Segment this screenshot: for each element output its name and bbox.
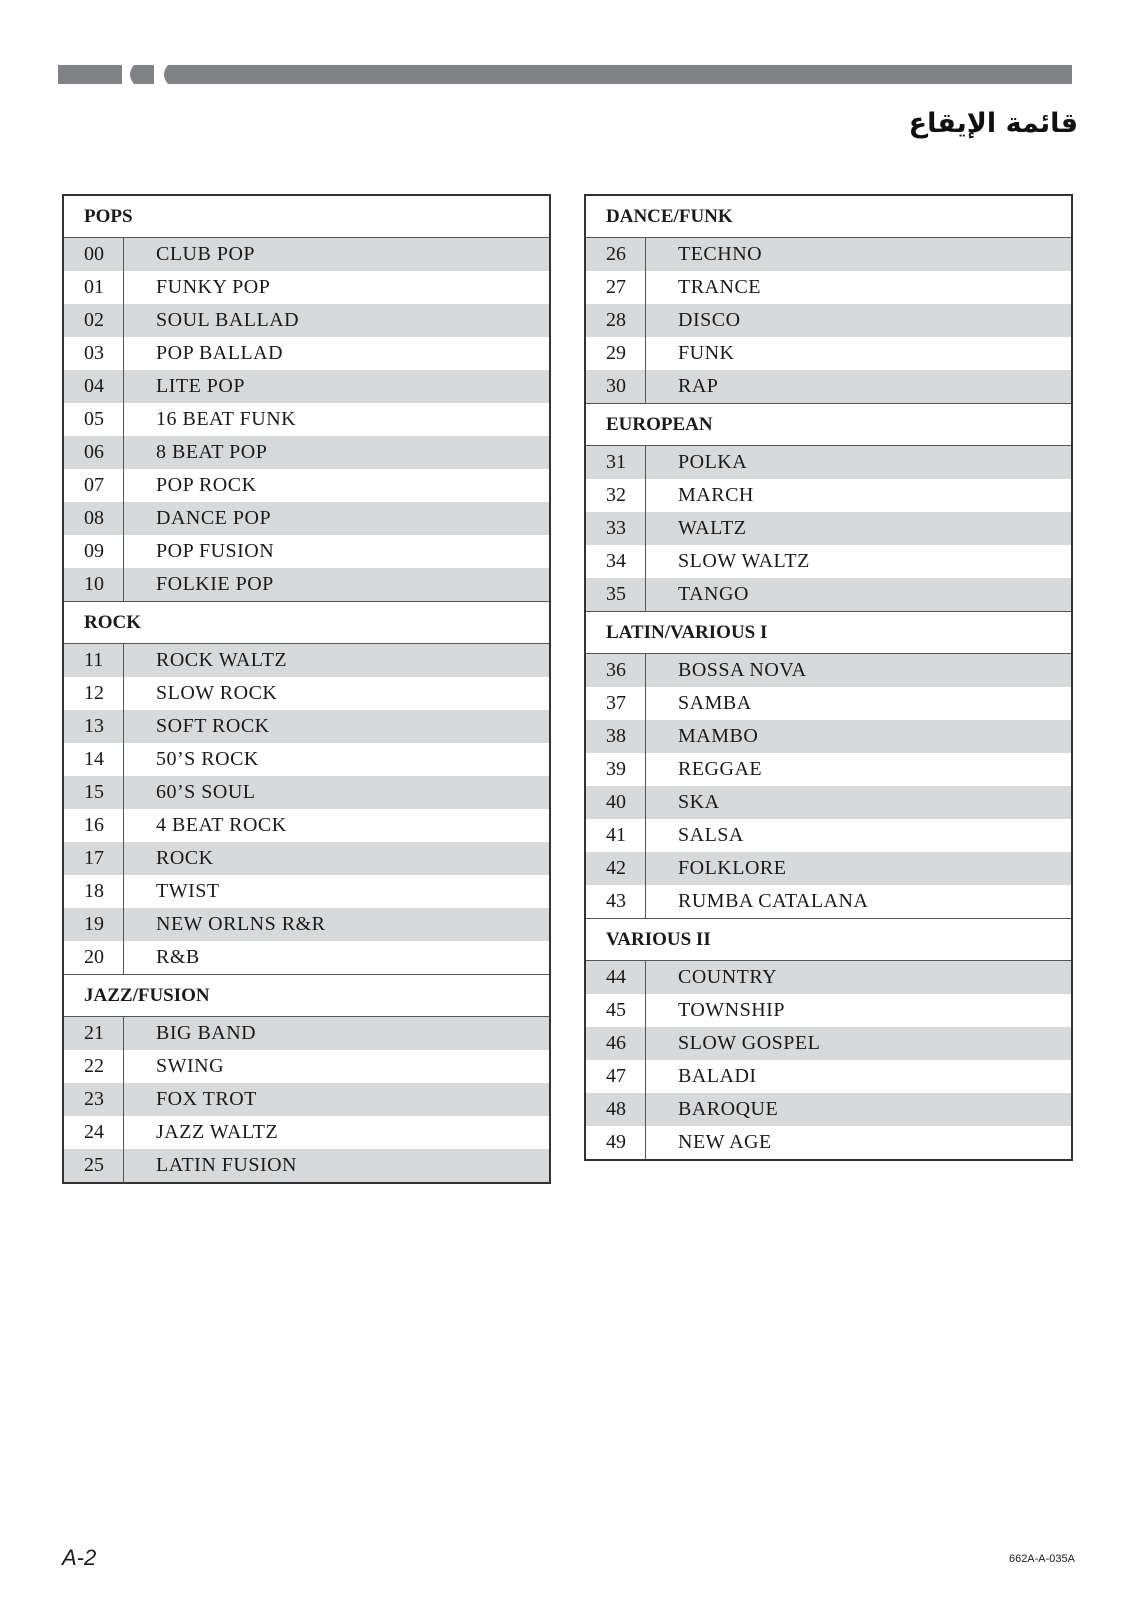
group-heading: POPS [64, 196, 549, 238]
rhythm-number: 12 [64, 677, 124, 710]
rhythm-number: 09 [64, 535, 124, 568]
table-row [586, 479, 1071, 512]
table-row [64, 1116, 549, 1149]
rhythm-name: MARCH [678, 484, 754, 506]
rhythm-name: BIG BAND [156, 1022, 257, 1044]
table-row [64, 370, 549, 403]
rhythm-number: 37 [586, 687, 646, 720]
group-heading: DANCE/FUNK [586, 196, 1071, 238]
group-heading: EUROPEAN [586, 404, 1071, 446]
rhythm-name: TANGO [678, 583, 749, 605]
rhythm-name: SAMBA [678, 692, 752, 714]
rhythm-number: 01 [64, 271, 124, 304]
rhythm-name: POP BALLAD [156, 342, 284, 364]
table-row [586, 304, 1071, 337]
table-row [64, 304, 549, 337]
rhythm-name: 4 BEAT ROCK [156, 814, 287, 836]
table-row [64, 644, 549, 677]
rhythm-name: R&B [156, 946, 200, 968]
rhythm-name: DISCO [678, 309, 741, 331]
rhythm-table-right [584, 194, 1073, 1161]
rhythm-number: 41 [586, 819, 646, 852]
rhythm-name: SLOW ROCK [156, 682, 278, 704]
group-heading: VARIOUS II [586, 919, 1071, 961]
rhythm-name: SLOW WALTZ [678, 550, 810, 572]
rhythm-name: POP ROCK [156, 474, 257, 496]
rhythm-group [586, 611, 1071, 918]
rhythm-name: BAROQUE [678, 1098, 779, 1120]
rhythm-number: 26 [586, 238, 646, 271]
table-row [64, 469, 549, 502]
table-row [64, 875, 549, 908]
table-row [586, 512, 1071, 545]
rhythm-name: TECHNO [678, 243, 763, 265]
table-row [64, 809, 549, 842]
rhythm-number: 36 [586, 654, 646, 687]
rhythm-name: TOWNSHIP [678, 999, 785, 1021]
table-row [586, 885, 1071, 918]
table-row [586, 271, 1071, 304]
table-row [586, 1093, 1071, 1126]
rhythm-number: 44 [586, 961, 646, 994]
rhythm-name: TRANCE [678, 276, 761, 298]
table-row [64, 1083, 549, 1116]
table-row [586, 238, 1071, 271]
rhythm-name: ROCK [156, 847, 214, 869]
rhythm-name: REGGAE [678, 758, 763, 780]
rhythm-number: 19 [64, 908, 124, 941]
rhythm-name: FUNK [678, 342, 735, 364]
rhythm-number: 35 [586, 578, 646, 611]
table-row [64, 568, 549, 601]
rhythm-name: 8 BEAT POP [156, 441, 268, 463]
rhythm-name: FOX TROT [156, 1088, 257, 1110]
table-row [64, 710, 549, 743]
rhythm-name: POLKA [678, 451, 748, 473]
rhythm-number: 32 [586, 479, 646, 512]
rhythm-number: 33 [586, 512, 646, 545]
rhythm-number: 46 [586, 1027, 646, 1060]
table-row [64, 436, 549, 469]
rhythm-name: POP FUSION [156, 540, 275, 562]
rhythm-name: COUNTRY [678, 966, 778, 988]
rhythm-name: SKA [678, 791, 720, 813]
page-title: قائمة الإيقاع [908, 108, 1078, 139]
rhythm-number: 02 [64, 304, 124, 337]
rhythm-name: NEW ORLNS R&R [156, 913, 326, 935]
rhythm-number: 23 [64, 1083, 124, 1116]
rhythm-number: 45 [586, 994, 646, 1027]
rhythm-number: 31 [586, 446, 646, 479]
table-row [64, 271, 549, 304]
rhythm-number: 17 [64, 842, 124, 875]
table-row [586, 654, 1071, 687]
rhythm-number: 28 [586, 304, 646, 337]
rhythm-group [64, 196, 549, 601]
rhythm-group [586, 196, 1071, 403]
rhythm-number: 03 [64, 337, 124, 370]
rhythm-number: 16 [64, 809, 124, 842]
rhythm-name: BALADI [678, 1065, 757, 1087]
rhythm-number: 30 [586, 370, 646, 403]
rhythm-name: TWIST [156, 880, 220, 902]
document-code: 662A-A-035A [1008, 1553, 1075, 1565]
table-row [586, 852, 1071, 885]
rhythm-name: FOLKLORE [678, 857, 787, 879]
group-heading: ROCK [64, 602, 549, 644]
table-row [586, 1027, 1071, 1060]
rhythm-name: WALTZ [678, 517, 747, 539]
rhythm-table-left [62, 194, 551, 1184]
rhythm-name: BOSSA NOVA [678, 659, 807, 681]
rhythm-name: MAMBO [678, 725, 759, 747]
table-row [586, 446, 1071, 479]
table-row [586, 961, 1071, 994]
table-row [586, 1060, 1071, 1093]
rhythm-name: NEW AGE [678, 1131, 772, 1153]
group-heading: JAZZ/FUSION [64, 975, 549, 1017]
rhythm-name: ROCK WALTZ [156, 649, 288, 671]
rhythm-name: 60’S SOUL [156, 781, 256, 803]
table-row [64, 1050, 549, 1083]
rhythm-name: SOUL BALLAD [156, 309, 300, 331]
rhythm-name: JAZZ WALTZ [156, 1121, 279, 1143]
rhythm-number: 13 [64, 710, 124, 743]
rhythm-name: DANCE POP [156, 507, 272, 529]
rhythm-name: FOLKIE POP [156, 573, 274, 595]
rhythm-number: 08 [64, 502, 124, 535]
rhythm-number: 15 [64, 776, 124, 809]
page-number: A-2 [62, 1545, 97, 1570]
rhythm-number: 11 [64, 644, 124, 677]
table-row [586, 819, 1071, 852]
rhythm-name: 50’S ROCK [156, 748, 259, 770]
rhythm-name: SLOW GOSPEL [678, 1032, 821, 1054]
table-row [64, 535, 549, 568]
rhythm-number: 49 [586, 1126, 646, 1159]
table-row [64, 776, 549, 809]
header-bar [0, 64, 1133, 86]
table-row [586, 753, 1071, 786]
rhythm-number: 10 [64, 568, 124, 601]
table-row [586, 687, 1071, 720]
table-row [64, 908, 549, 941]
table-row [586, 545, 1071, 578]
table-row [64, 1149, 549, 1182]
rhythm-number: 05 [64, 403, 124, 436]
rhythm-number: 43 [586, 885, 646, 918]
rhythm-group [586, 403, 1071, 611]
rhythm-number: 22 [64, 1050, 124, 1083]
rhythm-name: FUNKY POP [156, 276, 271, 298]
table-row [64, 743, 549, 776]
table-row [64, 502, 549, 535]
table-row [586, 994, 1071, 1027]
rhythm-name: LITE POP [156, 375, 245, 397]
rhythm-number: 47 [586, 1060, 646, 1093]
rhythm-number: 18 [64, 875, 124, 908]
table-row [64, 842, 549, 875]
rhythm-number: 27 [586, 271, 646, 304]
rhythm-number: 29 [586, 337, 646, 370]
table-row [64, 1017, 549, 1050]
table-row [586, 1126, 1071, 1159]
rhythm-number: 38 [586, 720, 646, 753]
table-row [586, 578, 1071, 611]
table-row [64, 238, 549, 271]
group-heading: LATIN/VARIOUS I [586, 612, 1071, 654]
rhythm-number: 48 [586, 1093, 646, 1126]
table-row [64, 677, 549, 710]
rhythm-name: LATIN FUSION [156, 1154, 297, 1176]
rhythm-group [64, 601, 549, 974]
rhythm-group [64, 974, 549, 1182]
table-row [64, 941, 549, 974]
rhythm-number: 04 [64, 370, 124, 403]
rhythm-number: 21 [64, 1017, 124, 1050]
rhythm-name: 16 BEAT FUNK [156, 408, 297, 430]
rhythm-number: 25 [64, 1149, 124, 1182]
rhythm-group [586, 918, 1071, 1159]
rhythm-number: 00 [64, 238, 124, 271]
table-row [64, 403, 549, 436]
rhythm-number: 39 [586, 753, 646, 786]
rhythm-name: RAP [678, 375, 719, 397]
rhythm-name: SWING [156, 1055, 225, 1077]
rhythm-name: RUMBA CATALANA [678, 890, 869, 912]
rhythm-number: 06 [64, 436, 124, 469]
table-row [586, 370, 1071, 403]
rhythm-number: 34 [586, 545, 646, 578]
table-row [586, 337, 1071, 370]
rhythm-number: 40 [586, 786, 646, 819]
rhythm-name: SOFT ROCK [156, 715, 270, 737]
rhythm-name: CLUB POP [156, 243, 256, 265]
table-row [64, 337, 549, 370]
rhythm-name: SALSA [678, 824, 744, 846]
rhythm-number: 14 [64, 743, 124, 776]
table-row [586, 786, 1071, 819]
table-row [586, 720, 1071, 753]
rhythm-number: 24 [64, 1116, 124, 1149]
rhythm-number: 42 [586, 852, 646, 885]
rhythm-number: 20 [64, 941, 124, 974]
rhythm-number: 07 [64, 469, 124, 502]
